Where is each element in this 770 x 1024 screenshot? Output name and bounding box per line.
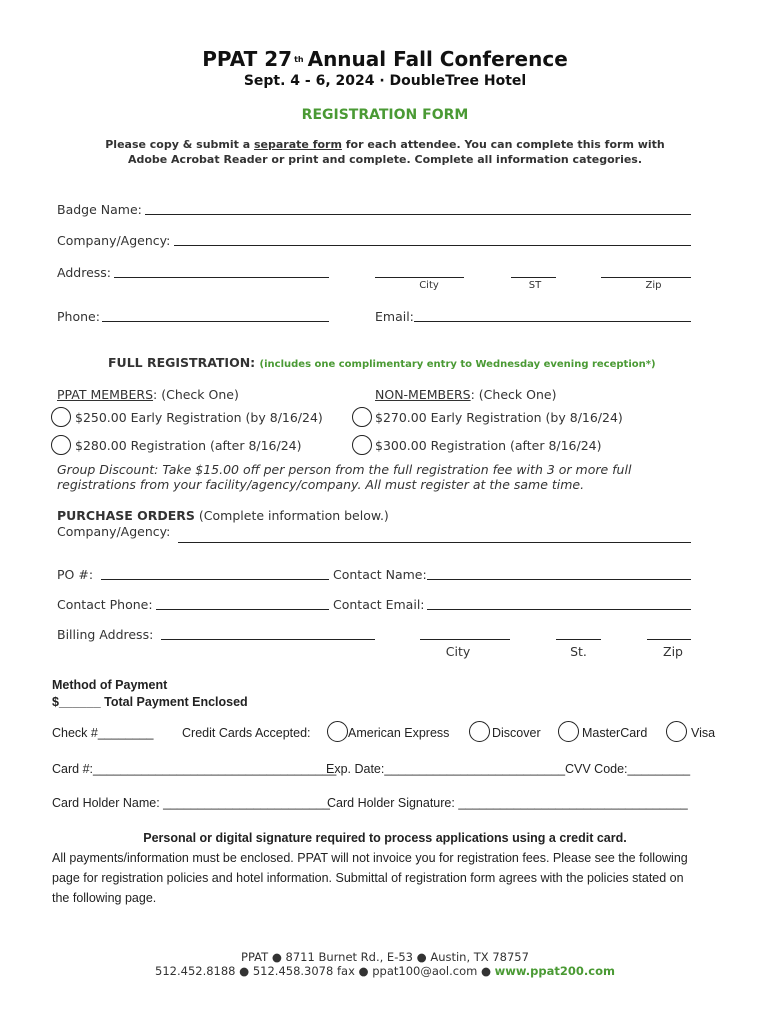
amex-radio[interactable]: [327, 721, 348, 742]
form-title: REGISTRATION FORM: [301, 107, 469, 123]
badge-name-label: Badge Name:: [57, 202, 142, 217]
po-company-field[interactable]: [178, 542, 691, 543]
phone-field[interactable]: [102, 321, 329, 322]
amex-label: American Express: [348, 726, 450, 740]
nonmembers-heading: NON-MEMBERS: (Check One): [375, 387, 557, 402]
billing-address-label: Billing Address:: [57, 627, 154, 642]
nonmember-early-label: $270.00 Early Registration (by 8/16/24): [375, 410, 623, 425]
company-label: Company/Agency:: [57, 233, 171, 248]
visa-label: Visa: [691, 726, 716, 740]
members-heading: PPAT MEMBERS: (Check One): [57, 387, 239, 402]
contact-name-label: Contact Name:: [333, 567, 427, 582]
state-caption: ST: [528, 280, 542, 291]
contact-name-field[interactable]: [427, 579, 691, 580]
event-subtitle: Sept. 4 - 6, 2024 · DoubleTree Hotel: [243, 73, 527, 89]
cards-accepted-label: Credit Cards Accepted:: [182, 726, 311, 740]
billing-city-field[interactable]: [420, 639, 510, 640]
method-of-payment-heading: Method of Payment: [52, 678, 168, 692]
cvv-field[interactable]: CVV Code:_________: [565, 762, 691, 776]
state-field[interactable]: [511, 277, 556, 278]
email-field[interactable]: [414, 321, 691, 322]
card-holder-name-field[interactable]: Card Holder Name: ________________________: [52, 796, 330, 810]
po-number-field[interactable]: [101, 579, 329, 580]
po-number-label: PO #:: [57, 567, 94, 582]
member-early-label: $250.00 Early Registration (by 8/16/24): [75, 410, 323, 425]
billing-zip-field[interactable]: [647, 639, 691, 640]
badge-name-field[interactable]: [145, 214, 691, 215]
city-caption: City: [419, 280, 439, 291]
website-link[interactable]: www.ppat200.com: [494, 964, 615, 978]
nonmember-regular-radio[interactable]: [352, 435, 372, 455]
nonmember-regular-label: $300.00 Registration (after 8/16/24): [375, 438, 602, 453]
exp-date-field[interactable]: Exp. Date:__________________________: [326, 762, 566, 776]
group-discount-line-1: Group Discount: Take $15.00 off per person from the full registration fee with 3 or more full: [57, 462, 632, 477]
phone-label: Phone:: [57, 309, 100, 324]
group-discount-line-2: registrations from your facility/agency/company. All must register at the same time.: [57, 477, 585, 492]
discover-radio[interactable]: [469, 721, 490, 742]
signature-required-note: Personal or digital signature required to process applications using a credit card.: [143, 831, 627, 845]
policy-line-3: the following page.: [52, 891, 157, 905]
contact-email-label: Contact Email:: [333, 597, 425, 612]
footer-address: PPAT ● 8711 Burnet Rd., E-53 ● Austin, TX 78757: [241, 950, 529, 964]
registration-note: (includes one complimentary entry to Wednesday evening reception*): [259, 359, 656, 370]
total-payment-field[interactable]: $______ Total Payment Enclosed: [52, 695, 248, 709]
card-number-field[interactable]: Card #:___________________________________: [52, 762, 337, 776]
zip-field[interactable]: [601, 277, 691, 278]
mastercard-label: MasterCard: [582, 726, 648, 740]
title-superscript: th: [294, 55, 304, 64]
po-company-label: Company/Agency:: [57, 524, 171, 539]
billing-address-field[interactable]: [161, 639, 375, 640]
card-holder-signature-field[interactable]: Card Holder Signature: _________________________________: [327, 796, 688, 810]
zip-caption: Zip: [645, 280, 662, 291]
contact-phone-label: Contact Phone:: [57, 597, 153, 612]
billing-state-caption: St.: [570, 644, 587, 659]
member-regular-label: $280.00 Registration (after 8/16/24): [75, 438, 302, 453]
check-number-field[interactable]: Check #________: [52, 726, 154, 740]
address-label: Address:: [57, 265, 111, 280]
page-title: PPAT 27 $^{th}$ Annual Fall Conference: [202, 47, 568, 71]
purchase-orders-heading: PURCHASE ORDERS (Complete information below.): [57, 508, 389, 523]
contact-email-field[interactable]: [427, 609, 691, 610]
member-early-radio[interactable]: [51, 407, 71, 427]
email-label: Email:: [375, 309, 414, 324]
member-regular-radio[interactable]: [51, 435, 71, 455]
policy-line-1: All payments/information must be enclosed. PPAT will not invoice you for registration fees. Please see the following: [52, 851, 688, 865]
instructions-line-1: Please copy & submit a separate form for each attendee. You can complete this form with: [105, 138, 665, 151]
address-field[interactable]: [114, 277, 329, 278]
contact-phone-field[interactable]: [156, 609, 329, 610]
company-field[interactable]: [174, 245, 691, 246]
policy-line-2: page for registration policies and hotel information. Submittal of registration form agrees with the policies stated on: [52, 871, 684, 885]
footer-contact: 512.452.8188 ● 512.458.3078 fax ● ppat100@aol.com ● www.ppat200.com: [155, 964, 615, 978]
instructions-line-2: Adobe Acrobat Reader or print and complete. Complete all information categories.: [127, 153, 643, 166]
mastercard-radio[interactable]: [558, 721, 579, 742]
discover-label: Discover: [492, 726, 541, 740]
visa-radio[interactable]: [666, 721, 687, 742]
billing-city-caption: City: [445, 644, 471, 659]
billing-state-field[interactable]: [556, 639, 601, 640]
billing-zip-caption: Zip: [663, 644, 683, 659]
city-field[interactable]: [375, 277, 464, 278]
full-registration-heading: FULL REGISTRATION: (includes one complimentary entry to Wednesday evening reception*): [108, 355, 656, 370]
nonmember-early-radio[interactable]: [352, 407, 372, 427]
